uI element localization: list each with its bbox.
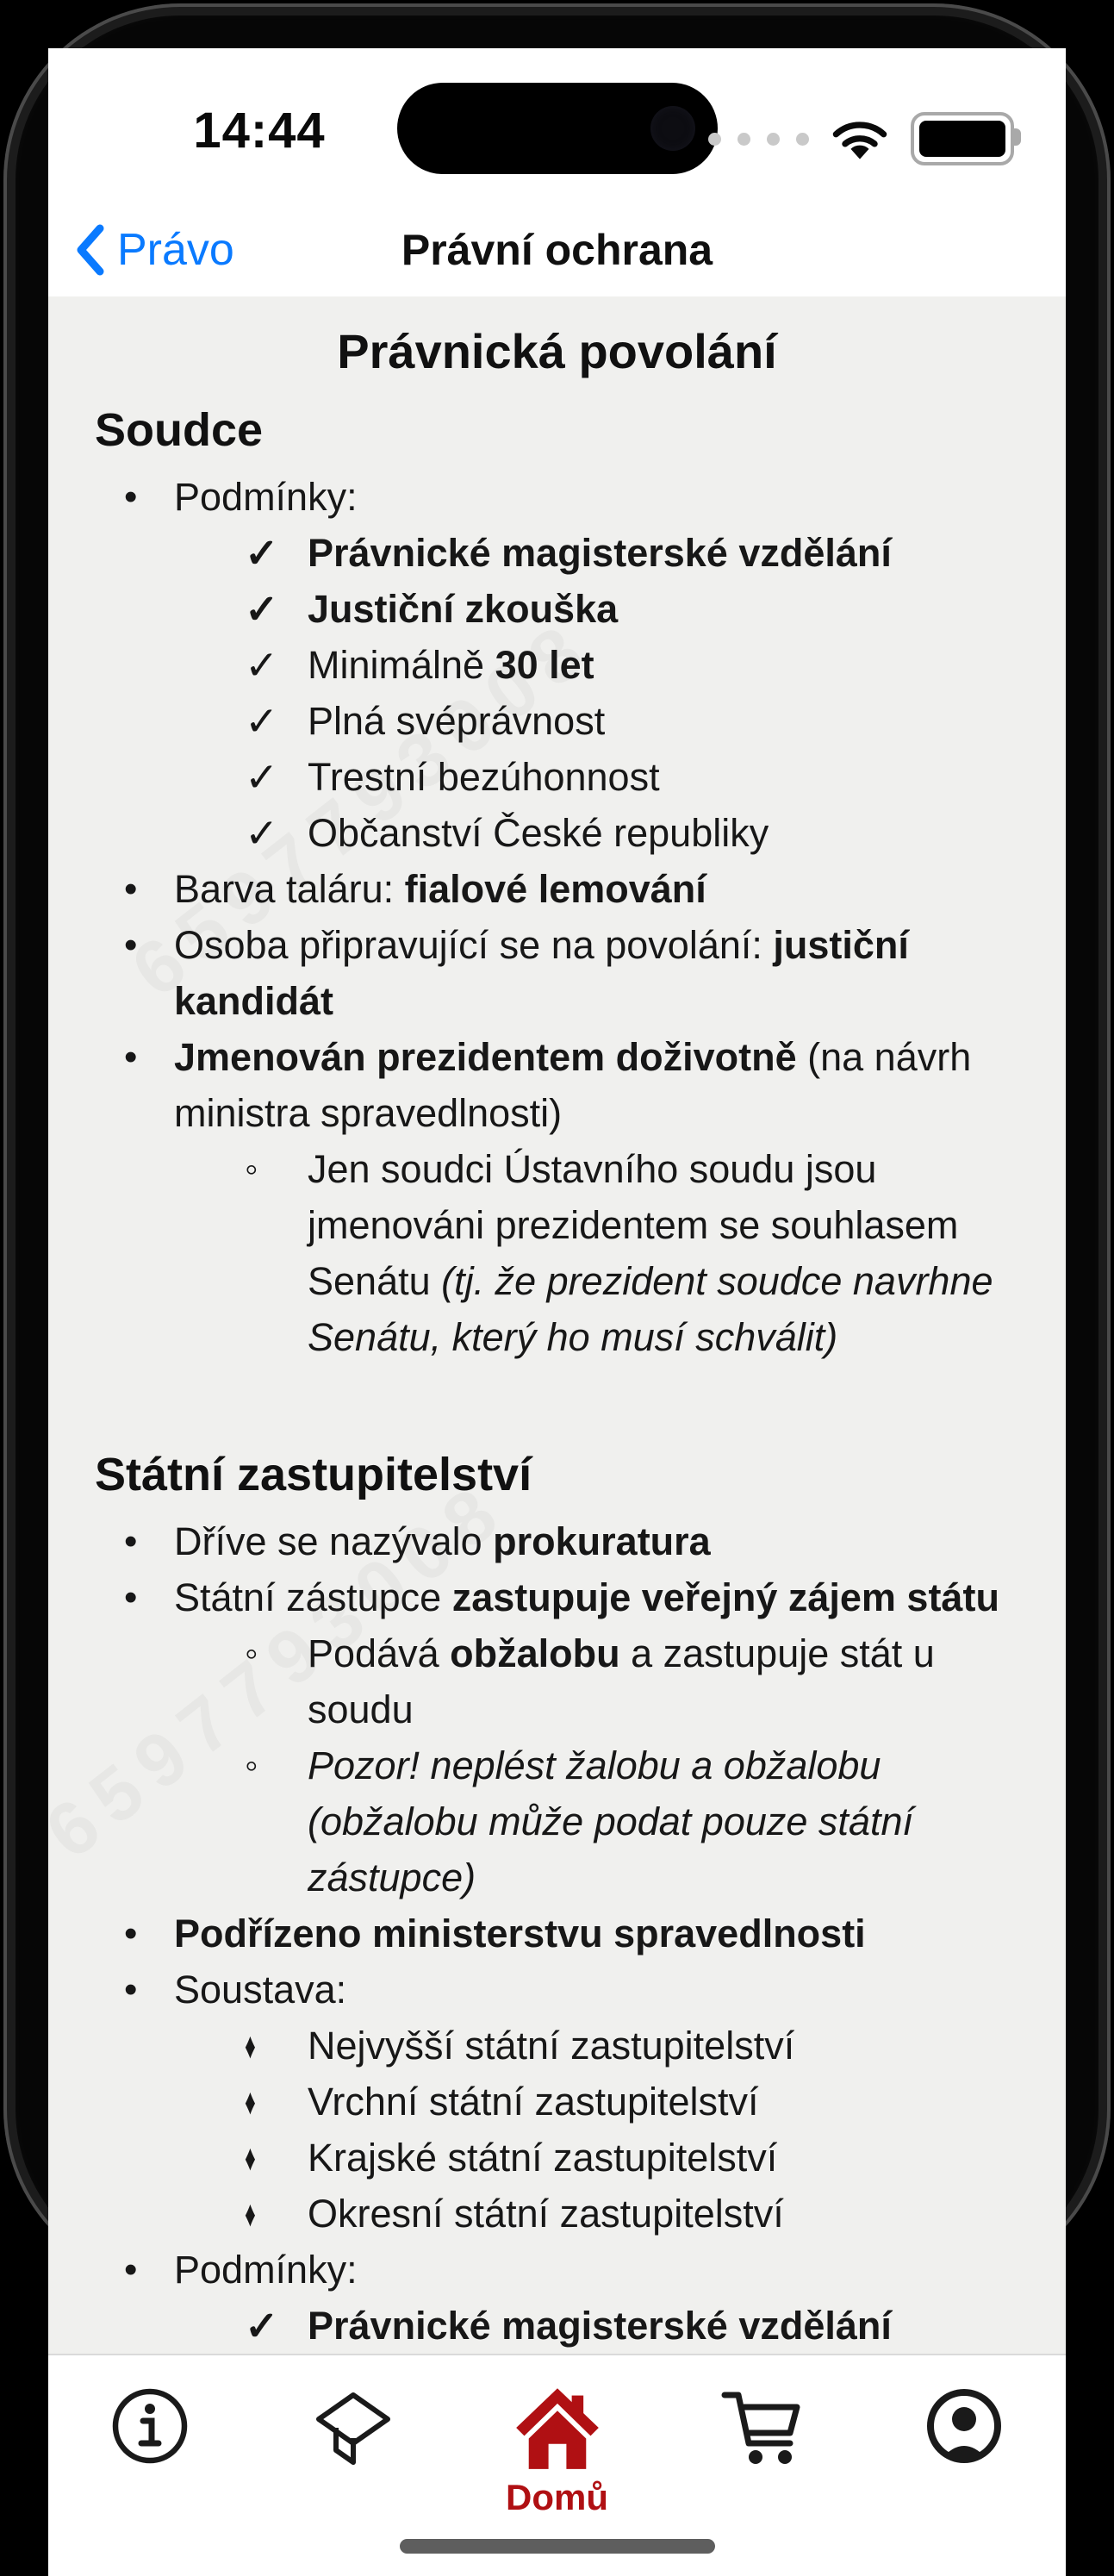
circle-list: [174, 1625, 1019, 1905]
battery-icon: [911, 112, 1014, 165]
bullet-icon: •: [124, 868, 138, 910]
bullet-icon: •: [124, 2249, 138, 2291]
list-item: ✓ Občanství České republiky: [174, 805, 1019, 861]
bullet-icon: •: [124, 924, 138, 966]
circle-bullet-icon: ◦: [245, 1632, 258, 1675]
list-item: • Dříve se nazývalo prokuratura: [95, 1513, 1019, 1569]
cart-icon: [719, 2385, 802, 2467]
list-item: ♦ Nejvyšší státní zastupitelství: [174, 2018, 1019, 2074]
dynamic-island: [397, 83, 718, 174]
diamond-list: [174, 2018, 1019, 2242]
front-camera-icon: [650, 106, 695, 151]
section-heading-statni-zastupitelstvi: Státní zastupitelství: [95, 1449, 532, 1500]
list-item: • Podmínky: ✓ Právnické magisterské vzdělání ✓ Justiční zkouška ✓ Minimálně 30 let ✓ Plná svéprávnost ✓ Trestní bezúhonnost ✓ Občanství České republiky: [95, 469, 1019, 861]
check-icon: ✓: [245, 810, 279, 856]
status-bar: [48, 48, 1066, 203]
list-item: ◦ Podává obžalobu a zastupuje stát u soudu: [174, 1625, 1019, 1737]
list-item: • Jmenován prezidentem doživotně (na návrh ministra spravedlnosti) ◦ Jen soudci Ústavního soudu jsou jmenováni prezidentem se souhlasem Senátu (tj. že prezident soudce navrhne Senátu, který ho musí schválit): [95, 1029, 1019, 1365]
section-heading-soudce: Soudce: [95, 404, 264, 456]
check-list: [174, 525, 1019, 861]
check-icon: ✓: [245, 642, 279, 688]
chevron-left-icon: [74, 223, 105, 277]
note-title: Právnická povolání: [337, 324, 777, 378]
list-item: ♦ Krajské státní zastupitelství: [174, 2130, 1019, 2186]
circle-bullet-icon: ◦: [245, 1148, 258, 1190]
diamond-bullet-icon: ♦: [245, 2137, 256, 2178]
list-item: ✓ Právnické magisterské vzdělání: [174, 525, 1019, 581]
screen: [48, 48, 1066, 2517]
page-header-title: Právní ochrana: [401, 226, 713, 274]
note-content[interactable]: [48, 296, 1066, 2354]
check-icon: ✓: [245, 698, 279, 744]
back-button[interactable]: [74, 223, 234, 277]
check-icon: ✓: [245, 530, 279, 576]
info-icon: [109, 2385, 191, 2467]
tab-info[interactable]: [48, 2355, 252, 2576]
navigation-bar: [48, 203, 1066, 296]
list-item: ✓ Justiční zkouška: [174, 581, 1019, 637]
bullet-icon: •: [124, 1912, 138, 1955]
list-item: • Soustava: ♦ Nejvyšší státní zastupitelství ♦ Vrchní státní zastupitelství ♦ Krajské státní zastupitelství ♦ Okresní státní zastupitelství: [95, 1962, 1019, 2242]
account-icon: [923, 2385, 1005, 2467]
bullet-icon: •: [124, 1520, 138, 1562]
back-button-label: Právo: [117, 225, 234, 275]
tab-bar: [48, 2354, 1066, 2576]
tab-home-label: Domů: [506, 2477, 608, 2517]
bullet-icon: •: [124, 1036, 138, 1078]
bullet-icon: •: [124, 476, 138, 518]
list-item: ✓ Právnické magisterské vzdělání: [174, 2298, 1019, 2354]
status-icons: [708, 112, 1014, 165]
list-item: ◦ Pozor! neplést žalobu a obžalobu (obžalobu může podat pouze státní zástupce): [174, 1737, 1019, 1905]
list-item: • Barva taláru: fialové lemování: [95, 861, 1019, 917]
check-icon: ✓: [245, 754, 279, 800]
wifi-icon: [831, 117, 888, 160]
list-item: • Státní zástupce zastupuje veřejný zájem státu ◦ Podává obžalobu a zastupuje stát u soudu ◦ Pozor! neplést žalobu a obžalobu (obžalobu může podat pouze státní zástupce): [95, 1569, 1019, 1905]
home-indicator[interactable]: [400, 2539, 715, 2554]
list-item: ✓ Plná svéprávnost: [174, 693, 1019, 749]
list-item: ◦ Jen soudci Ústavního soudu jsou jmenováni prezidentem se souhlasem Senátu (tj. že prezident soudce navrhne Senátu, který ho musí schválit): [174, 1141, 1019, 1365]
list-item: ♦ Vrchní státní zastupitelství: [174, 2074, 1019, 2130]
diamond-bullet-icon: ♦: [245, 2193, 256, 2234]
bullet-icon: •: [124, 1968, 138, 2011]
tab-account[interactable]: [862, 2355, 1066, 2576]
list-item: ✓ Trestní bezúhonnost: [174, 749, 1019, 805]
check-list: [174, 2298, 1019, 2354]
check-icon: ✓: [245, 2303, 279, 2348]
circle-bullet-icon: ◦: [245, 1744, 258, 1787]
list-item: ♦ Okresní státní zastupitelství: [174, 2186, 1019, 2242]
clock: 14:44: [193, 103, 326, 159]
list-item: • Podmínky: ✓ Právnické magisterské vzdělání: [95, 2242, 1019, 2354]
list-item: ✓ Minimálně 30 let: [174, 637, 1019, 693]
phone-frame: [3, 3, 1111, 2517]
home-icon: [513, 2385, 602, 2471]
soudce-list: [95, 469, 1019, 1365]
diamond-bullet-icon: ♦: [245, 2025, 256, 2066]
zastupitelstvi-list: [95, 1513, 1019, 2354]
list-item: • Osoba připravující se na povolání: justiční kandidát: [95, 917, 1019, 1029]
cellular-signal-icon: [708, 133, 809, 146]
diamond-bullet-icon: ♦: [245, 2081, 256, 2122]
graduation-cap-icon: [312, 2385, 395, 2467]
bullet-icon: •: [124, 1576, 138, 1619]
circle-list: [174, 1141, 1019, 1365]
list-item: • Podřízeno ministerstvu spravedlnosti: [95, 1905, 1019, 1962]
check-icon: ✓: [245, 586, 279, 632]
